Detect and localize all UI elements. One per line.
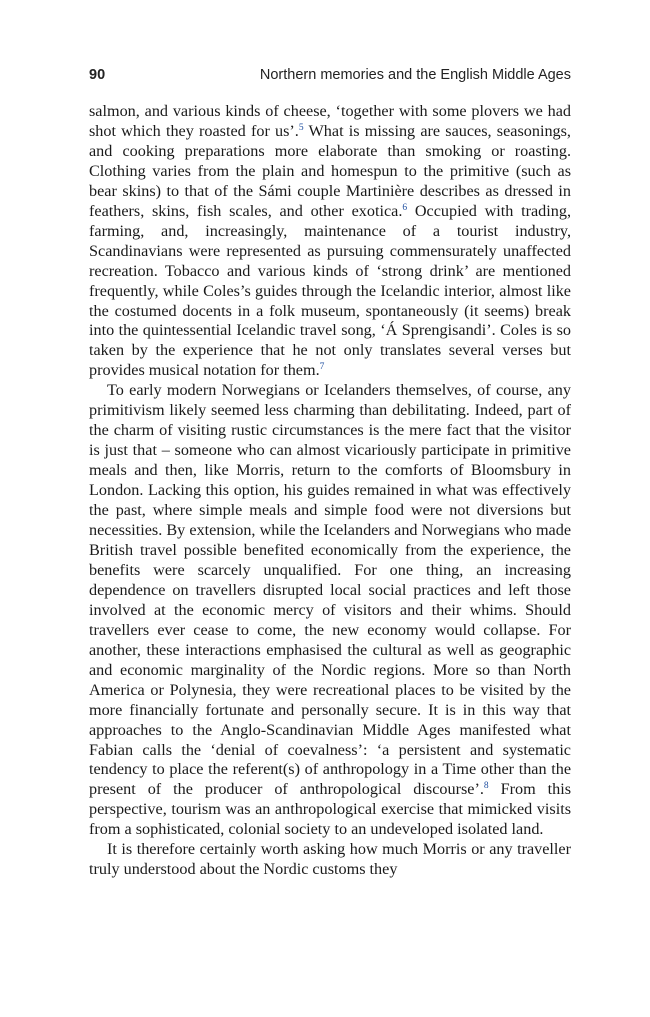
body-text [89,102,571,880]
paragraph-2 [89,381,571,840]
text-run: It is therefore certainly worth asking how much Morris or any traveller truly understood about the Nordic customs they [89,840,571,879]
paragraph-3 [89,840,571,880]
text-run: Occupied with trading, farming, and, increasingly, maintenance of a tourist industry, Scandinavians were represented as pursuing commensurately unaffected recreation. Tobacco and various kinds of ‘strong drink’ are mentioned frequently, while Coles’s guides through the Icelandic interior, almost like the costumed docents in a folk museum, spontaneously (it seems) break into the quintessential Icelandic travel song, ‘Á Sprengisandi’. Coles is so taken by the experience that he not only translates several verses but provides musical notation for them. [89,201,572,380]
paragraph-1 [89,102,571,381]
footnote-ref-6[interactable]: 6 [402,202,408,213]
running-title: Northern memories and the English Middle Ages [259,67,571,83]
text-run: salmon, and various kinds of cheese, ‘together with some plovers we had shot which they roasted for us’. [89,102,571,140]
footnote-ref-8[interactable]: 8 [483,781,489,792]
text-run: What is missing are sauces, seasonings, and cooking preparations more elaborate than smoking or roasting. Clothing varies from the plain and homespun to the primitive (such as bear skins) to that of the Sámi couple Martinière describes as dressed in feathers, skins, fish scales, and other exotica. [89,121,571,220]
footnote-ref-5[interactable]: 5 [298,122,304,133]
text-run: To early modern Norwegians or Icelanders themselves, of course, any primitivism likely seemed less charming than debilitating. Indeed, part of the charm of visiting rustic circumstances is the mere fact that the visitor is just that – someone who can almost vicariously participate in primitive meals and then, like Morris, return to the comforts of Bloomsbury in London. Lacking this option, his guides remained in what was effectively the past, where simple meals and simple food were not diversions but necessities. By extension, while the Icelanders and Norwegians who made British travel possible benefited economically from the experience, the benefits were scarcely unqualified. For one thing, an increasing dependence on travellers disrupted local social practices and left those involved at the economic mercy of visitors and their whims. Should travellers ever cease to come, the new economy would collapse. For another, these interactions emphasised the cultural as well as geographic and economic marginality of the Nordic regions. More so than North America or Polynesia, they were recreational places to be visited by the more financially fortunate and personally secure. It is in this way that approaches to the Anglo-Scandinavian Middle Ages manifested what Fabian calls the ‘denial of coevalness’: ‘a persistent and systematic tendency to place the referent(s) of anthropology in a Time other than the present of the producer of anthropological discourse’. [89,381,571,799]
footnote-ref-7[interactable]: 7 [319,362,325,373]
running-header [89,66,571,84]
page-number: 90 [89,67,106,83]
book-page [89,66,571,880]
text-run: From this perspective, tourism was an anthropological exercise that mimicked visits from a sophisticated, colonial society to an undeveloped isolated land. [89,780,572,839]
